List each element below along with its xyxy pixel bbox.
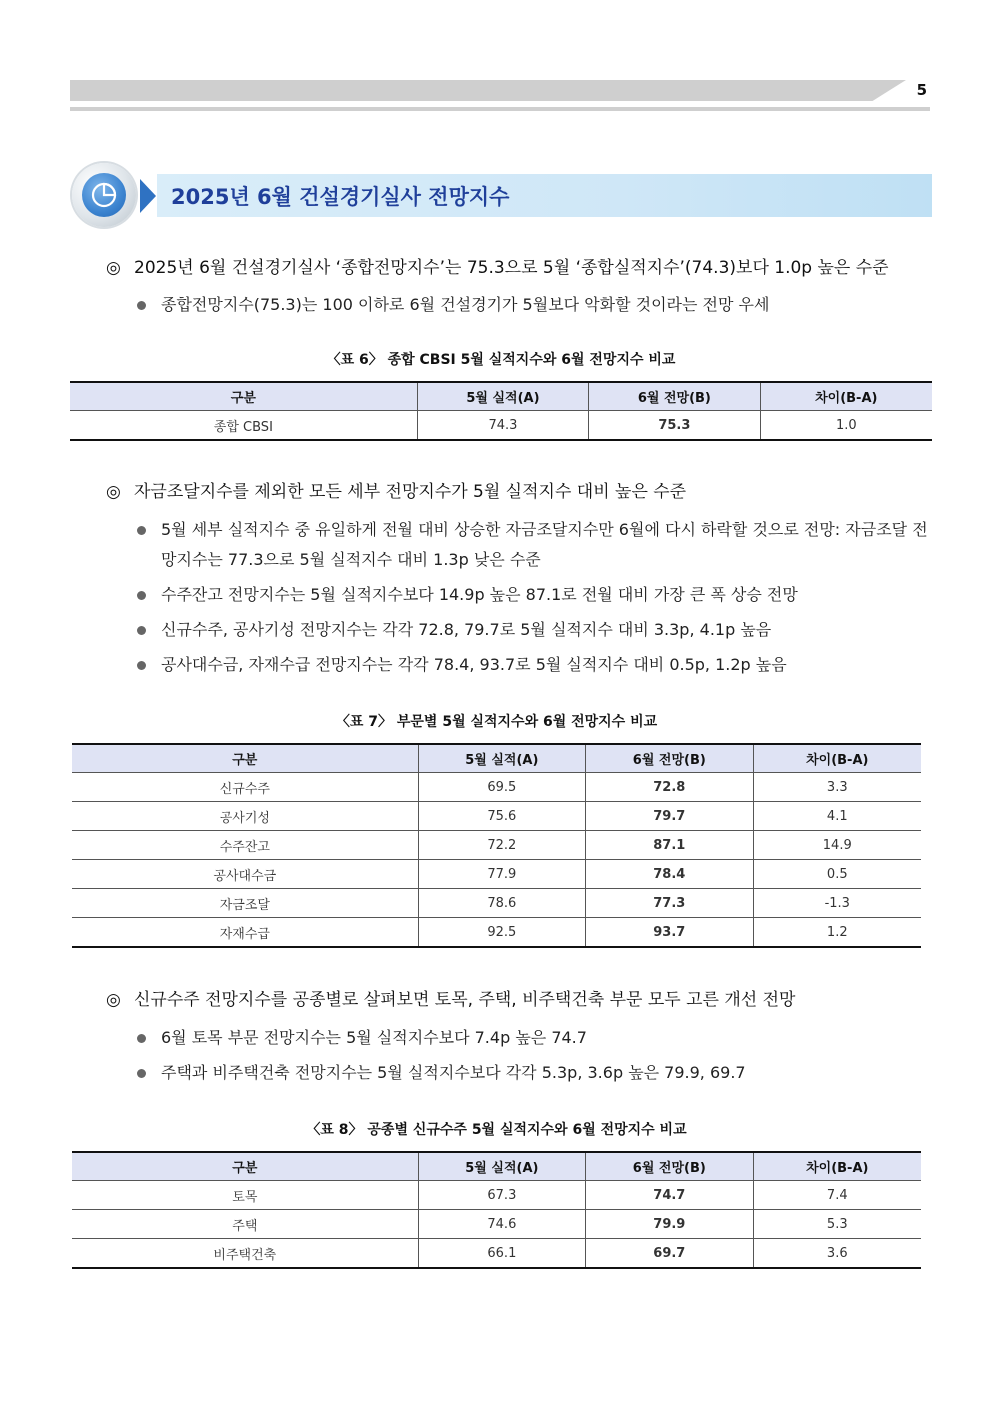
may-actual: 92.5 (418, 918, 585, 948)
col-header: 구분 (70, 382, 417, 411)
may-actual: 74.6 (418, 1210, 585, 1239)
col-header: 6월 전망(B) (589, 382, 760, 411)
bullet-text: 5월 세부 실적지수 중 유일하게 전월 대비 상승한 자금조달지수만 6월에 다시 하락할 것으로 전망: 자금조달 전 (161, 520, 928, 539)
june-forecast: 87.1 (586, 831, 753, 860)
difference: 5.3 (753, 1210, 921, 1239)
difference: 7.4 (753, 1181, 921, 1210)
col-header: 구분 (72, 744, 418, 773)
may-actual: 66.1 (418, 1239, 585, 1269)
header-bar (70, 80, 930, 103)
col-header: 5월 실적(A) (417, 382, 588, 411)
bullet-text: 공사대수금, 자재수급 전망지수는 각각 78.4, 93.7로 5월 실적지수 대비 0.5p, 1.2p 높음 (161, 655, 787, 674)
bullet-dot-icon (137, 591, 146, 600)
bullet-text: 신규수주, 공사기성 전망지수는 각각 72.8, 79.7로 5월 실적지수 대비 3.3p, 4.1p 높음 (161, 620, 772, 639)
col-header: 6월 전망(B) (586, 1152, 753, 1181)
col-header: 5월 실적(A) (418, 744, 585, 773)
table-row (72, 860, 921, 889)
may-actual: 69.5 (418, 773, 585, 802)
table-row (72, 1181, 921, 1210)
may-actual: 78.6 (418, 889, 585, 918)
table-row (72, 889, 921, 918)
june-forecast: 79.7 (586, 802, 753, 831)
arrow-icon (140, 179, 156, 213)
table-row (72, 1239, 921, 1269)
table-row (72, 831, 921, 860)
may-actual: 77.9 (418, 860, 585, 889)
col-header: 구분 (72, 1152, 418, 1181)
table-row (72, 802, 921, 831)
col-header: 차이(B-A) (753, 744, 921, 773)
difference: 1.0 (760, 411, 932, 441)
bullet-dot-icon (137, 526, 146, 535)
col-header: 차이(B-A) (753, 1152, 921, 1181)
row-label: 비주택건축 (72, 1239, 418, 1269)
paragraph-text: 자금조달지수를 제외한 모든 세부 전망지수가 5월 실적지수 대비 높은 수준 (134, 482, 687, 502)
section-title: 2025년 6월 건설경기실사 전망지수 (171, 185, 510, 209)
june-forecast: 93.7 (586, 918, 753, 948)
table-header-row (72, 1152, 921, 1181)
june-forecast: 69.7 (586, 1239, 753, 1269)
bullet-dot-icon (137, 1034, 146, 1043)
section-title-banner (72, 163, 932, 229)
row-label: 자재수급 (72, 918, 418, 948)
row-label: 신규수주 (72, 773, 418, 802)
june-forecast: 79.9 (586, 1210, 753, 1239)
bullet-dot-icon (137, 1069, 146, 1078)
bullet-dot-icon (137, 661, 146, 670)
col-header: 6월 전망(B) (586, 744, 753, 773)
row-label: 주택 (72, 1210, 418, 1239)
table-header-row (72, 744, 921, 773)
bullet-text: 망지수는 77.3으로 5월 실적지수 대비 1.3p 낮은 수준 (161, 550, 541, 569)
bullet-text: 6월 토목 부문 전망지수는 5월 실적지수보다 7.4p 높은 74.7 (161, 1028, 587, 1047)
row-label: 공사기성 (72, 802, 418, 831)
bullet-text: 주택과 비주택건축 전망지수는 5월 실적지수보다 각각 5.3p, 3.6p 높은 79.9, 69.7 (161, 1063, 746, 1082)
double-circle-marker: ◎ (106, 990, 121, 1010)
table-by-sector (72, 743, 921, 948)
june-forecast: 77.3 (586, 889, 753, 918)
table-row (72, 1210, 921, 1239)
table-by-work-type (72, 1151, 921, 1269)
row-label: 종합 CBSI (70, 411, 417, 441)
paragraph-text: 신규수주 전망지수를 공종별로 살펴보면 토목, 주택, 비주택건축 부문 모두 고른 개선 전망 (134, 990, 796, 1010)
may-actual: 72.2 (418, 831, 585, 860)
table-row (72, 918, 921, 948)
bullet-dot-icon (137, 301, 146, 310)
col-header: 차이(B-A) (760, 382, 932, 411)
table-caption: 〈표 8〉 공종별 신규수주 5월 실적지수와 6월 전망지수 비교 (306, 1122, 687, 1138)
double-circle-marker: ◎ (106, 482, 121, 502)
table-row (70, 411, 932, 441)
difference: 1.2 (753, 918, 921, 948)
table-cbsi-overall (70, 381, 932, 441)
difference: 0.5 (753, 860, 921, 889)
col-header: 5월 실적(A) (418, 1152, 585, 1181)
header-rule (70, 107, 930, 111)
june-forecast: 74.7 (586, 1181, 753, 1210)
row-label: 토목 (72, 1181, 418, 1210)
table-caption: 〈표 7〉 부문별 5월 실적지수와 6월 전망지수 비교 (335, 714, 658, 730)
june-forecast: 78.4 (586, 860, 753, 889)
table-header-row (70, 382, 932, 411)
header-band (70, 80, 906, 101)
row-label: 공사대수금 (72, 860, 418, 889)
pie-chart-icon (72, 163, 136, 227)
may-actual: 74.3 (417, 411, 588, 441)
difference: 14.9 (753, 831, 921, 860)
difference: 4.1 (753, 802, 921, 831)
may-actual: 75.6 (418, 802, 585, 831)
june-forecast: 72.8 (586, 773, 753, 802)
row-label: 수주잔고 (72, 831, 418, 860)
bullet-dot-icon (137, 626, 146, 635)
table-row (72, 773, 921, 802)
paragraph-text: 2025년 6월 건설경기실사 ‘종합전망지수’는 75.3으로 5월 ‘종합실적지수’(74.3)보다 1.0p 높은 수준 (134, 258, 889, 278)
difference: 3.3 (753, 773, 921, 802)
june-forecast: 75.3 (589, 411, 760, 441)
bullet-text: 수주잔고 전망지수는 5월 실적지수보다 14.9p 높은 87.1로 전월 대비 가장 큰 폭 상승 전망 (161, 585, 798, 604)
difference: 3.6 (753, 1239, 921, 1269)
table-caption: 〈표 6〉 종합 CBSI 5월 실적지수와 6월 전망지수 비교 (326, 352, 676, 368)
difference-negative: -1.3 (753, 889, 921, 918)
page-number: 5 (916, 81, 927, 99)
may-actual: 67.3 (418, 1181, 585, 1210)
double-circle-marker: ◎ (106, 258, 121, 278)
row-label: 자금조달 (72, 889, 418, 918)
bullet-text: 종합전망지수(75.3)는 100 이하로 6월 건설경기가 5월보다 악화할 것이라는 전망 우세 (161, 295, 770, 314)
